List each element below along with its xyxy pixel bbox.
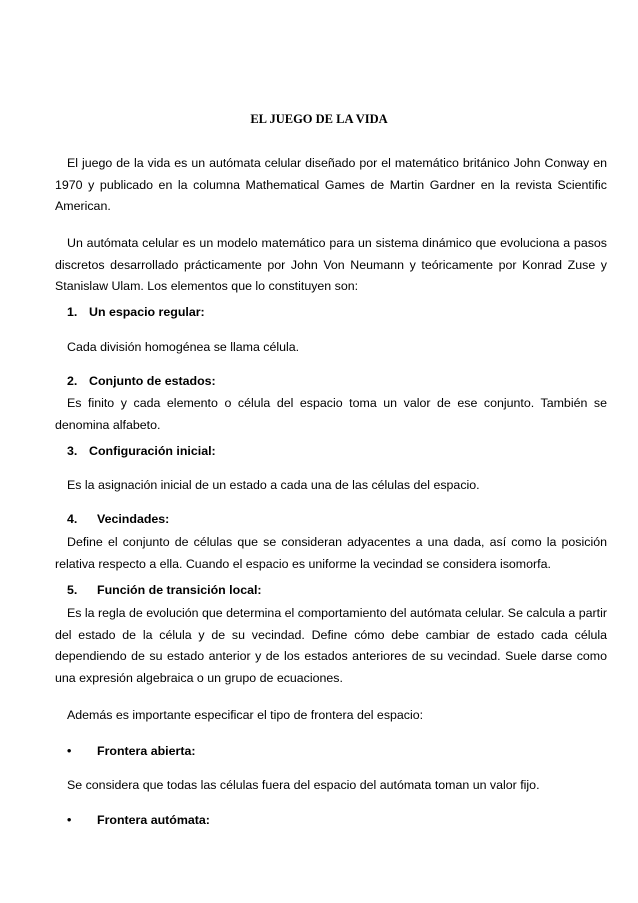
- section-number: 1.: [67, 305, 78, 319]
- section-number: 2.: [67, 374, 78, 388]
- bullet-heading-1: [67, 741, 195, 763]
- section-text-2: Es finito y cada elemento o célula del espacio toma un valor de ese conjunto. También se denomina alfabeto.: [55, 396, 607, 432]
- section-number: 5.: [67, 583, 78, 597]
- section-heading-1: [67, 302, 205, 324]
- section-heading-label: Un espacio regular:: [89, 305, 205, 319]
- section-text-5: Es la regla de evolución que determina el comportamiento del autómata celular. Se calcula a partir del estado de la célula y de su vecindad. Define cómo debe cambiar de estado cada célula dependiendo de su estado anterior y de los estados anteriores de su vecindad. Suele darse como una expresión algebraica o un grupo de ecuaciones.: [55, 606, 607, 685]
- section-heading-label: Conjunto de estados:: [89, 374, 216, 388]
- section-number: 3.: [67, 444, 78, 458]
- section-heading-3: [67, 441, 216, 463]
- intro-paragraph-2: Un autómata celular es un modelo matemático para un sistema dinámico que evoluciona a pasos discretos desarrollado prácticamente por John Von Neumann y teóricamente por Konrad Zuse y Stanislaw Ulam. Los elementos que lo constituyen son:: [55, 236, 607, 293]
- section-heading-label: Vecindades:: [97, 512, 170, 526]
- bullet-text-1: Se considera que todas las células fuera del espacio del autómata toman un valor fijo.: [67, 778, 540, 792]
- frontier-intro: Además es importante especificar el tipo de frontera del espacio:: [67, 708, 424, 722]
- section-text-4: Define el conjunto de células que se consideran adyacentes a una dada, así como la posición relativa respecto a ella. Cuando el espacio es uniforme la vecindad se considera isomorfa.: [55, 535, 607, 571]
- section-heading-label: Configuración inicial:: [89, 444, 216, 458]
- bullet-heading-label: Frontera abierta:: [97, 744, 196, 758]
- section-heading-5: [67, 580, 262, 602]
- page-title: EL JUEGO DE LA VIDA: [250, 112, 388, 126]
- bullet-icon: •: [67, 744, 72, 758]
- section-heading-label: Función de transición local:: [97, 583, 262, 597]
- section-heading-4: [67, 509, 169, 531]
- section-text-1: Cada división homogénea se llama célula.: [67, 340, 300, 354]
- section-text-3: Es la asignación inicial de un estado a cada una de las células del espacio.: [67, 478, 480, 492]
- bullet-heading-label: Frontera autómata:: [97, 813, 210, 827]
- section-heading-2: [67, 371, 216, 393]
- section-number: 4.: [67, 512, 78, 526]
- bullet-heading-2: [67, 810, 210, 832]
- intro-paragraph-1: El juego de la vida es un autómata celular diseñado por el matemático británico John Conway en 1970 y publicado en la columna Mathematical Games de Martin Gardner en la revista Scientific American.: [55, 156, 607, 213]
- bullet-icon: •: [67, 813, 72, 827]
